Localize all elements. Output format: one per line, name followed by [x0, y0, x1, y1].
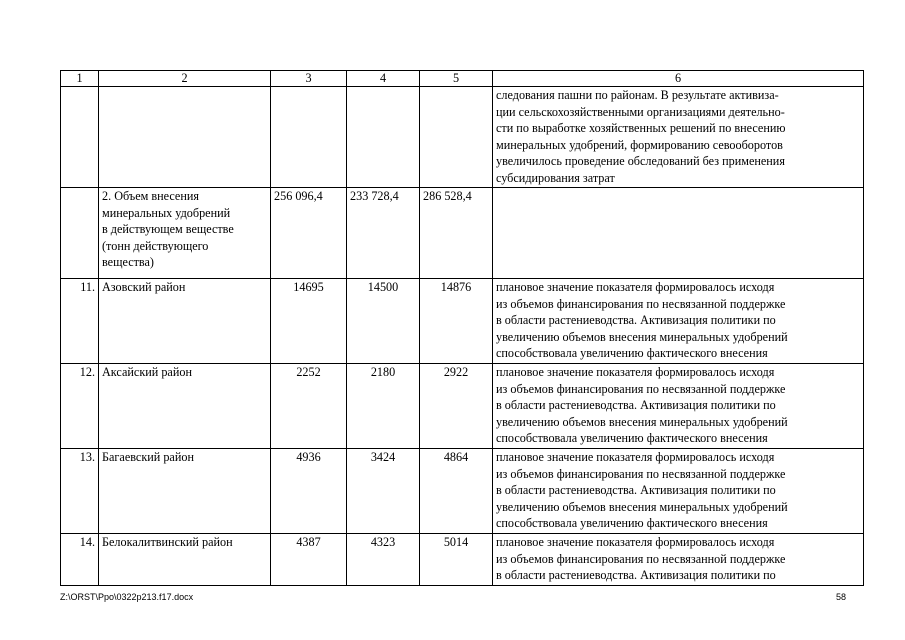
indicator-row	[61, 188, 864, 279]
indicator-name: 2. Объем внесения минеральных удобрений в действующем веществе (тонн действующего вещества)	[99, 188, 271, 279]
row-note: плановое значение показателя формировалось исходя из объемов финансирования по несвязанной поддержке в области растениеводства. Активизация политики по увеличению объемов внесения минеральных удобрений способствовала увеличению фактического внесения	[493, 364, 864, 449]
table-row	[61, 534, 864, 586]
table-row	[61, 279, 864, 364]
indicator-value-col4: 233 728,4	[347, 188, 420, 279]
column-header: 1	[61, 71, 99, 87]
table-row	[61, 449, 864, 534]
row-number: 11.	[61, 279, 99, 364]
row-note: плановое значение показателя формировалось исходя из объемов финансирования по несвязанной поддержке в области растениеводства. Активизация политики по	[493, 534, 864, 586]
value-col5: 2922	[420, 364, 493, 449]
value-col5: 14876	[420, 279, 493, 364]
indicator-value-col5: 286 528,4	[420, 188, 493, 279]
value-col4: 4323	[347, 534, 420, 586]
column-header: 5	[420, 71, 493, 87]
value-col3: 14695	[271, 279, 347, 364]
indicator-value-col3: 256 096,4	[271, 188, 347, 279]
value-col3: 4936	[271, 449, 347, 534]
value-col5: 5014	[420, 534, 493, 586]
district-name: Аксайский район	[99, 364, 271, 449]
value-col5: 4864	[420, 449, 493, 534]
data-table	[60, 70, 864, 586]
table-row	[61, 364, 864, 449]
value-col3: 2252	[271, 364, 347, 449]
value-col3: 4387	[271, 534, 347, 586]
continuation-row	[61, 87, 864, 188]
district-name: Азовский район	[99, 279, 271, 364]
value-col4: 14500	[347, 279, 420, 364]
row-number: 12.	[61, 364, 99, 449]
page-number: 58	[836, 592, 847, 602]
continuation-note: следования пашни по районам. В результате активиза- ции сельскохозяйственными организациями деятельно- сти по выработке хозяйственных решений по внесению минеральных удобрений, формированию севооборотов увеличилось проведение обследований без применения субсидирования затрат	[493, 87, 864, 188]
column-header: 3	[271, 71, 347, 87]
column-header: 6	[493, 71, 864, 87]
row-note: плановое значение показателя формировалось исходя из объемов финансирования по несвязанной поддержке в области растениеводства. Активизация политики по увеличению объемов внесения минеральных удобрений способствовала увеличению фактического внесения	[493, 279, 864, 364]
column-header: 2	[99, 71, 271, 87]
row-number: 13.	[61, 449, 99, 534]
district-name: Багаевский район	[99, 449, 271, 534]
district-name: Белокалитвинский район	[99, 534, 271, 586]
row-number: 14.	[61, 534, 99, 586]
value-col4: 3424	[347, 449, 420, 534]
footer-file-path: Z:\ORST\Ppo\0322p213.f17.docx	[60, 592, 194, 602]
row-note: плановое значение показателя формировалось исходя из объемов финансирования по несвязанной поддержке в области растениеводства. Активизация политики по увеличению объемов внесения минеральных удобрений способствовала увеличению фактического внесения	[493, 449, 864, 534]
value-col4: 2180	[347, 364, 420, 449]
column-header: 4	[347, 71, 420, 87]
table-header-row	[61, 71, 864, 87]
